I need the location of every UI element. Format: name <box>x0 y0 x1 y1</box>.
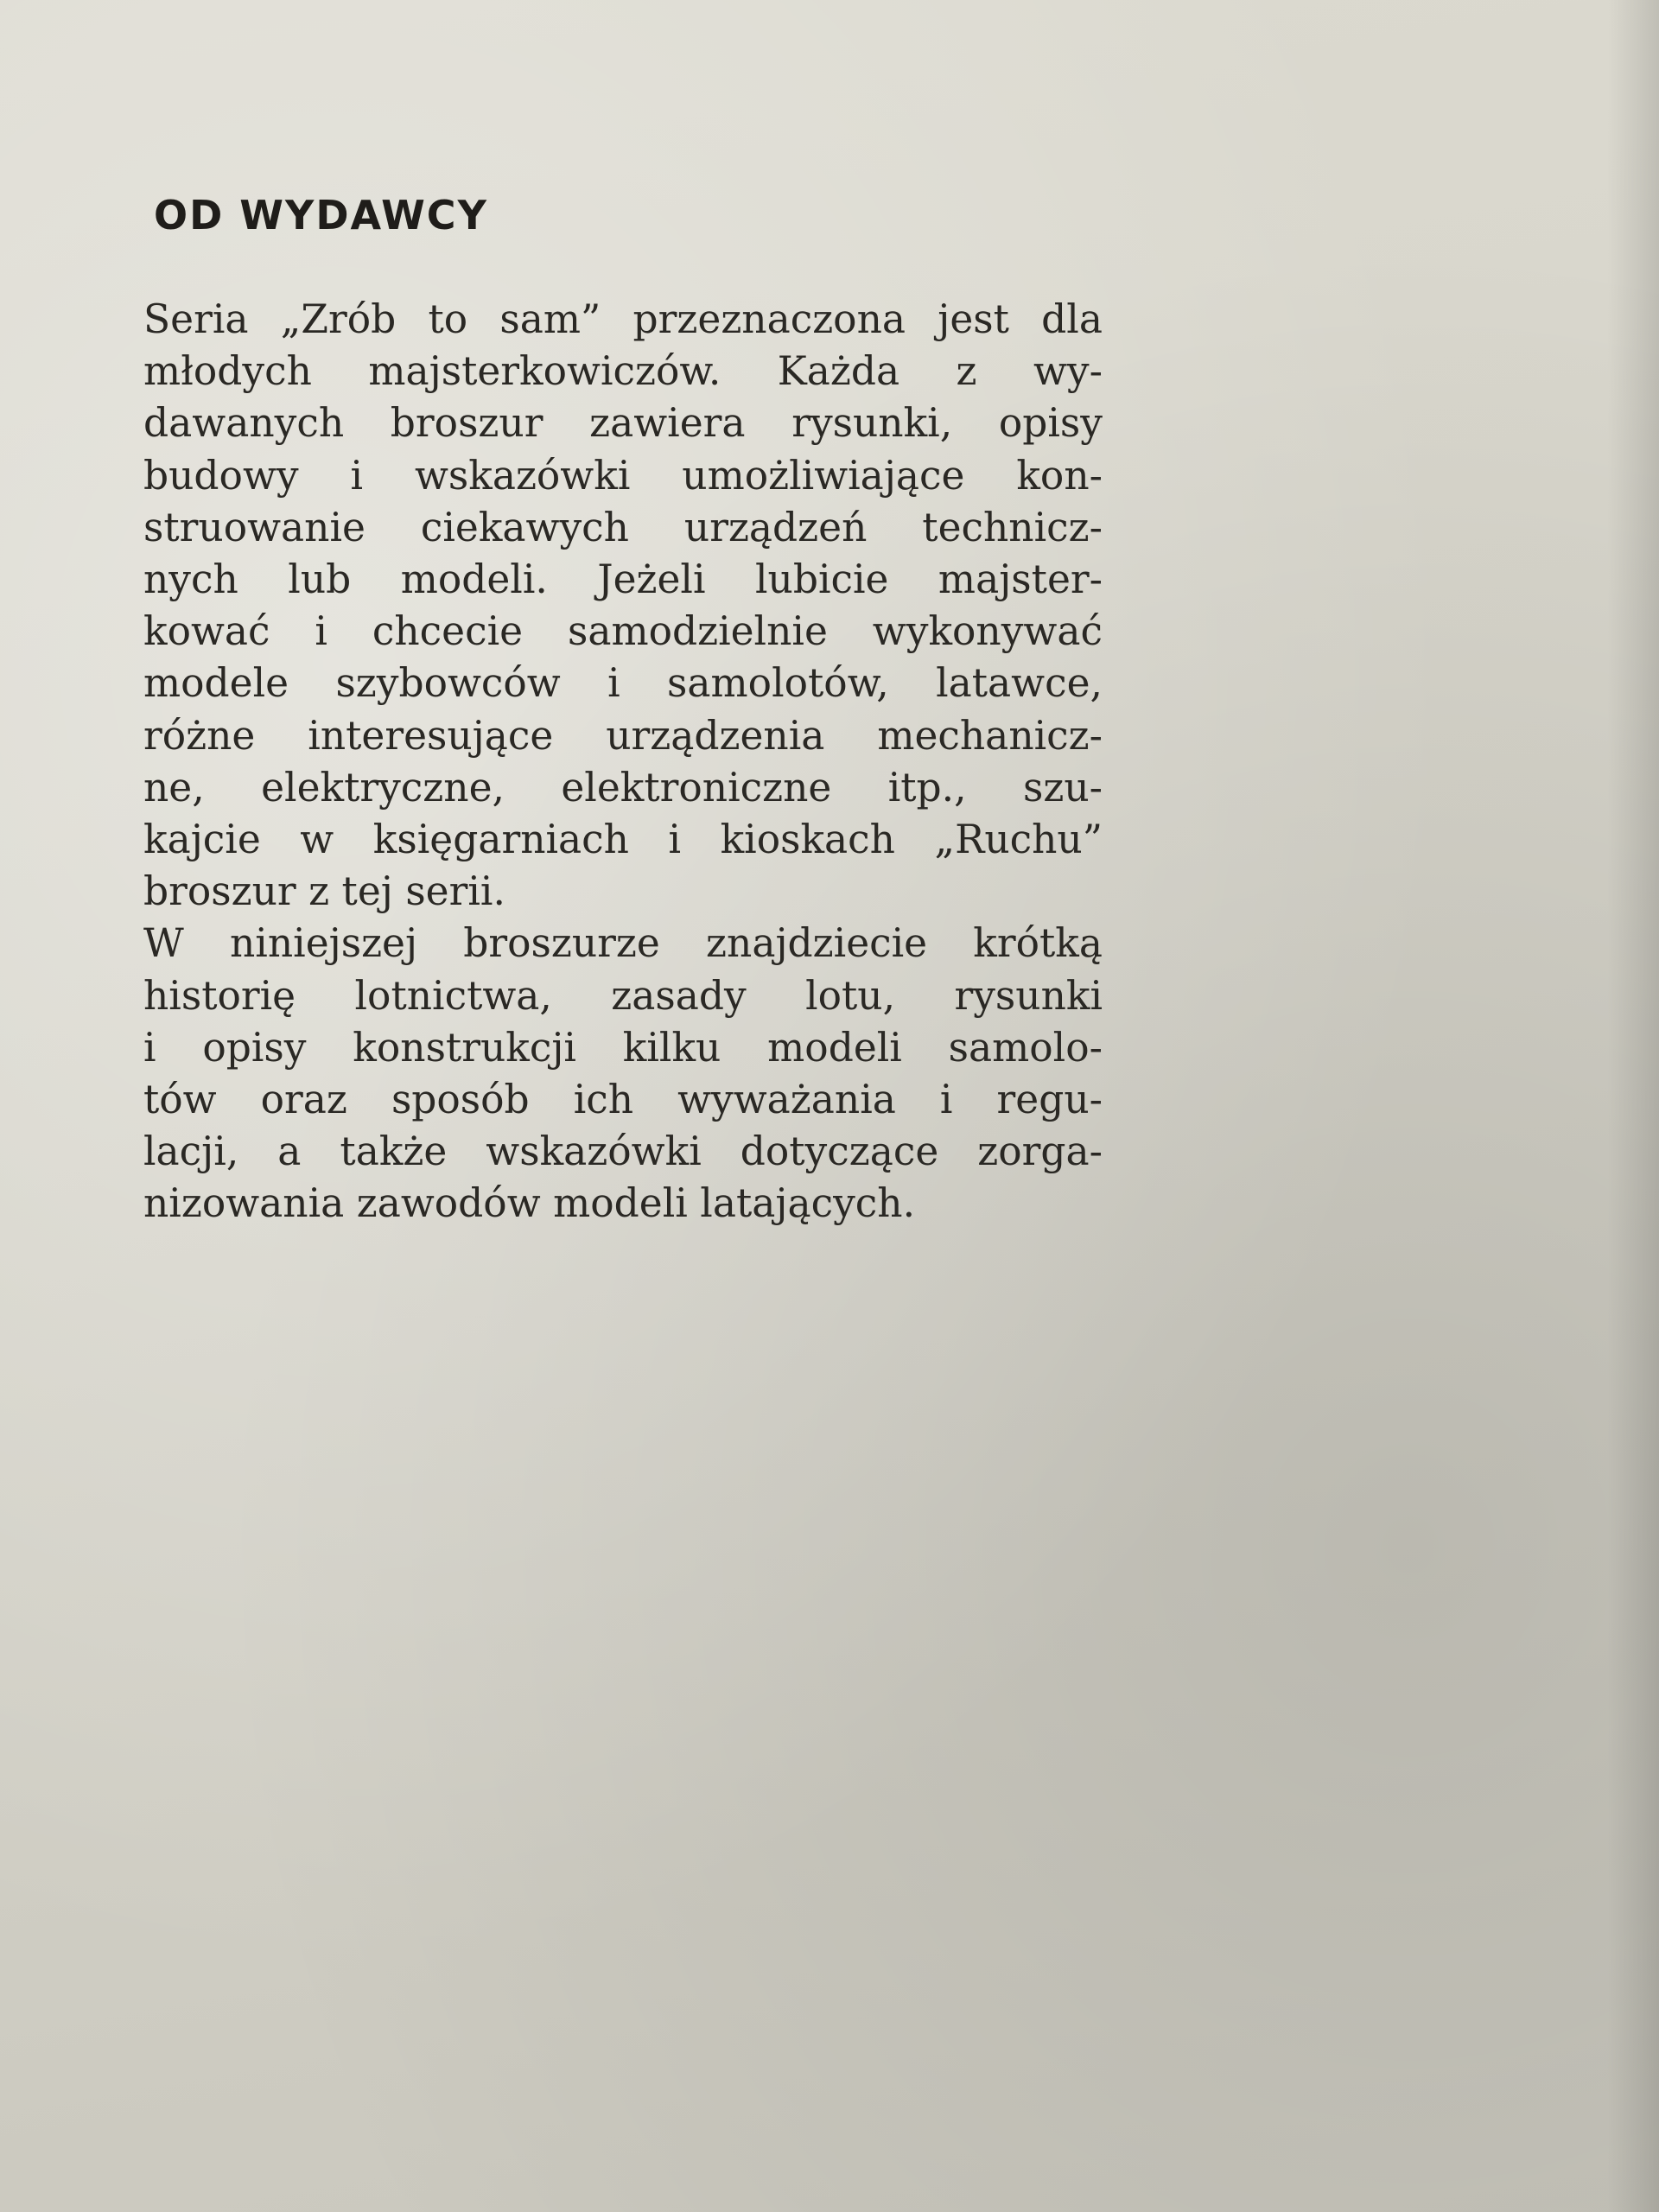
text-line: różne interesujące urządzenia mechanicz- <box>143 712 1103 759</box>
text-line: modele szybowców i samolotów, latawce, <box>143 660 1103 707</box>
text-line: lacji, a także wskazówki dotyczące zorga- <box>143 1128 1103 1175</box>
publisher-note-body <box>143 294 1103 1230</box>
page-edge-shadow <box>1607 0 1659 2212</box>
text-line: nizowania zawodów modeli latających. <box>143 1180 916 1227</box>
text-line: struowanie ciekawych urządzeń technicz- <box>143 504 1103 550</box>
text-line: broszur z tej serii. <box>143 868 505 915</box>
paragraph-1 <box>143 294 1103 918</box>
text-line: tów oraz sposób ich wyważania i regu- <box>143 1077 1103 1123</box>
text-line: dawanych broszur zawiera rysunki, opisy <box>143 400 1103 447</box>
text-line: historię lotnictwa, zasady lotu, rysunki <box>143 972 1103 1019</box>
paragraph-2 <box>143 918 1103 1230</box>
text-line: i opisy konstrukcji kilku modeli samolo- <box>143 1024 1103 1071</box>
text-line: kajcie w księgarniach i kioskach „Ruchu” <box>143 817 1103 863</box>
text-line: Seria „Zrób to sam” przeznaczona jest dla <box>143 296 1103 342</box>
text-line: W niniejszej broszurze znajdziecie krótką <box>143 920 1103 967</box>
section-heading: OD WYDAWCY <box>154 192 488 238</box>
text-line: nych lub modeli. Jeżeli lubicie majster- <box>143 556 1103 603</box>
text-line: ne, elektryczne, elektroniczne itp., szu- <box>143 764 1103 810</box>
text-line: budowy i wskazówki umożliwiające kon- <box>143 452 1103 499</box>
text-line: młodych majsterkowiczów. Każda z wy- <box>143 348 1103 395</box>
text-line: kować i chcecie samodzielnie wykonywać <box>143 608 1103 655</box>
